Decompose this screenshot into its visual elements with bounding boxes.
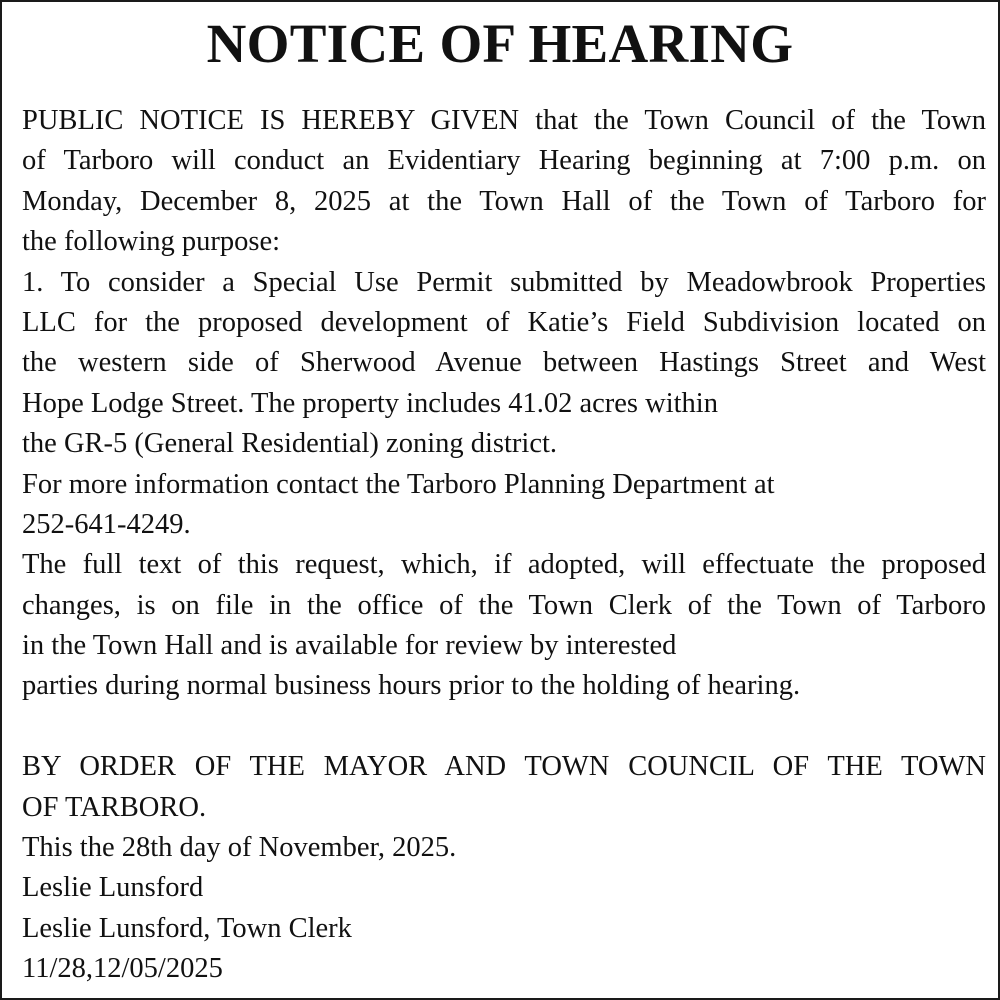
notice-text-line: parties during normal business hours prior to the holding of hearing. — [22, 670, 801, 702]
notice-text-line: the GR-5 (General Residential) zoning district. — [22, 428, 558, 460]
notice-text-line: OF TARBORO. — [22, 791, 207, 823]
notice-text-line: changes, is on file in the office of the Town Clerk of the Town of Tarboro — [22, 589, 986, 621]
notice-title: NOTICE OF HEARING — [206, 13, 794, 74]
notice-text-line: Monday, December 8, 2025 at the Town Hall of the Town of Tarboro for — [22, 185, 986, 217]
notice-text-line: Leslie Lunsford, Town Clerk — [22, 912, 352, 944]
notice-text-line: For more information contact the Tarboro Planning Department at — [22, 468, 775, 500]
notice-text-line: LLC for the proposed development of Katie’s Field Subdivision located on — [22, 306, 986, 338]
notice-text-line: of Tarboro will conduct an Evidentiary Hearing beginning at 7:00 p.m. on — [22, 145, 986, 177]
notice-text-line: Leslie Lunsford — [22, 872, 204, 904]
notice-text-line: Hope Lodge Street. The property includes 41.02 acres within — [22, 387, 718, 419]
notice-text-line: 1. To consider a Special Use Permit submitted by Meadowbrook Properties — [22, 266, 986, 298]
notice-text-line: PUBLIC NOTICE IS HEREBY GIVEN that the Town Council of the Town — [22, 105, 986, 136]
notice-text-line: 252-641-4249. — [22, 508, 191, 540]
notice-text-line: This the 28th day of November, 2025. — [22, 832, 457, 864]
notice-text-line: BY ORDER OF THE MAYOR AND TOWN COUNCIL OF THE TOWN — [22, 751, 986, 783]
notice-text-line: 11/28,12/05/2025 — [22, 953, 223, 985]
notice-text-line: the western side of Sherwood Avenue between Hastings Street and West — [22, 347, 986, 379]
notice-text-line: in the Town Hall and is available for review by interested — [22, 630, 677, 662]
notice-text-line: The full text of this request, which, if adopted, will effectuate the proposed — [22, 549, 986, 581]
paragraph-spacer — [22, 707, 986, 747]
notice-body — [22, 101, 986, 990]
notice-text-line: the following purpose: — [22, 226, 281, 258]
